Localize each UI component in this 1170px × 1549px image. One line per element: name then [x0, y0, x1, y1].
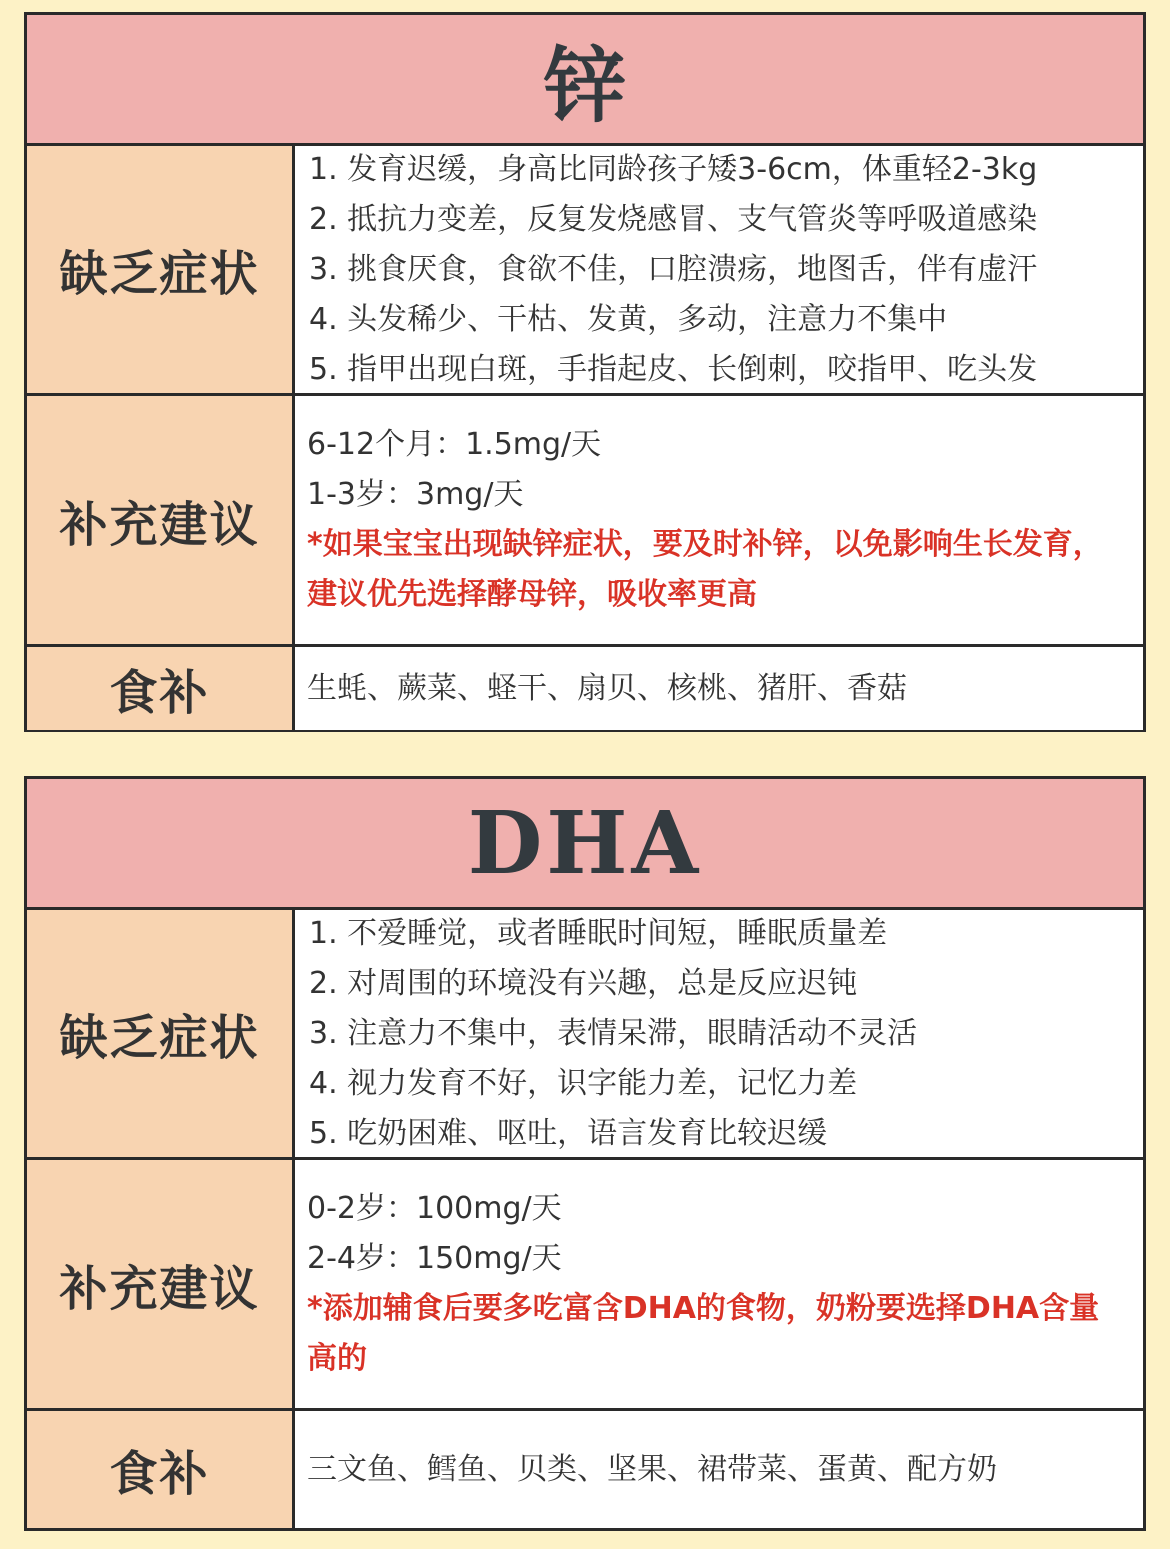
zinc-food-label: 食补: [27, 647, 295, 730]
dha-symptom-item: 3. 注意力不集中，表情呆滞，眼睛活动不灵活: [309, 1015, 918, 1051]
dha-advice-label: 补充建议: [27, 1160, 295, 1408]
zinc-advice-row: [27, 396, 1143, 647]
dha-advice-content: [295, 1160, 1143, 1408]
zinc-dosage-item: 6-12个月：1.5mg/天: [307, 427, 602, 462]
dha-symptoms-label: 缺乏症状: [27, 910, 295, 1157]
dha-symptom-item: 1. 不爱睡觉，或者睡眠时间短，睡眠质量差: [309, 915, 888, 951]
dha-food-row: [27, 1411, 1143, 1528]
zinc-dosage-item: 1-3岁：3mg/天: [307, 477, 524, 512]
dha-symptoms-row: [27, 910, 1143, 1160]
zinc-symptoms-row: [27, 146, 1143, 396]
zinc-advice-content: [295, 396, 1143, 644]
zinc-symptom-item: 5. 指甲出现白斑，手指起皮、长倒刺，咬指甲、吃头发: [309, 351, 1038, 387]
dha-symptom-item: 5. 吃奶困难、呕吐，语言发育比较迟缓: [309, 1115, 828, 1151]
zinc-symptoms-label: 缺乏症状: [27, 146, 295, 393]
dha-food-label: 食补: [27, 1411, 295, 1528]
zinc-symptoms-list: [295, 146, 1143, 393]
dha-card: [24, 776, 1146, 1531]
zinc-symptom-item: 3. 挑食厌食，食欲不佳，口腔溃疡，地图舌，伴有虚汗: [309, 251, 1038, 287]
dha-dosage-item: 2-4岁：150mg/天: [307, 1241, 562, 1276]
dha-symptoms-list: [295, 910, 1143, 1157]
dha-advice-row: [27, 1160, 1143, 1411]
zinc-card: [24, 12, 1146, 732]
dha-symptom-item: 2. 对周围的环境没有兴趣，总是反应迟钝: [309, 965, 858, 1001]
zinc-advice-note: *如果宝宝出现缺锌症状，要及时补锌，以免影响生长发育，建议优先选择酵母锌，吸收率更高: [307, 527, 1103, 612]
dha-food-list: [295, 1411, 1143, 1528]
zinc-symptom-item: 4. 头发稀少、干枯、发黄，多动，注意力不集中: [309, 301, 948, 337]
dha-title: DHA: [27, 779, 1143, 910]
zinc-food-text: 生蚝、蕨菜、蛏干、扇贝、核桃、猪肝、香菇: [307, 670, 907, 706]
zinc-food-list: [295, 647, 1143, 730]
zinc-symptom-item: 1. 发育迟缓，身高比同龄孩子矮3-6cm，体重轻2-3kg: [309, 151, 1038, 187]
dha-food-text: 三文鱼、鳕鱼、贝类、坚果、裙带菜、蛋黄、配方奶: [307, 1451, 997, 1487]
zinc-food-row: [27, 647, 1143, 730]
dha-advice-note: *添加辅食后要多吃富含DHA的食物，奶粉要选择DHA含量高的: [307, 1291, 1100, 1376]
zinc-advice-label: 补充建议: [27, 396, 295, 644]
zinc-title: 锌: [27, 15, 1143, 146]
zinc-symptom-item: 2. 抵抗力变差，反复发烧感冒、支气管炎等呼吸道感染: [309, 201, 1038, 237]
dha-symptom-item: 4. 视力发育不好，识字能力差，记忆力差: [309, 1065, 858, 1101]
dha-dosage-item: 0-2岁：100mg/天: [307, 1191, 562, 1226]
